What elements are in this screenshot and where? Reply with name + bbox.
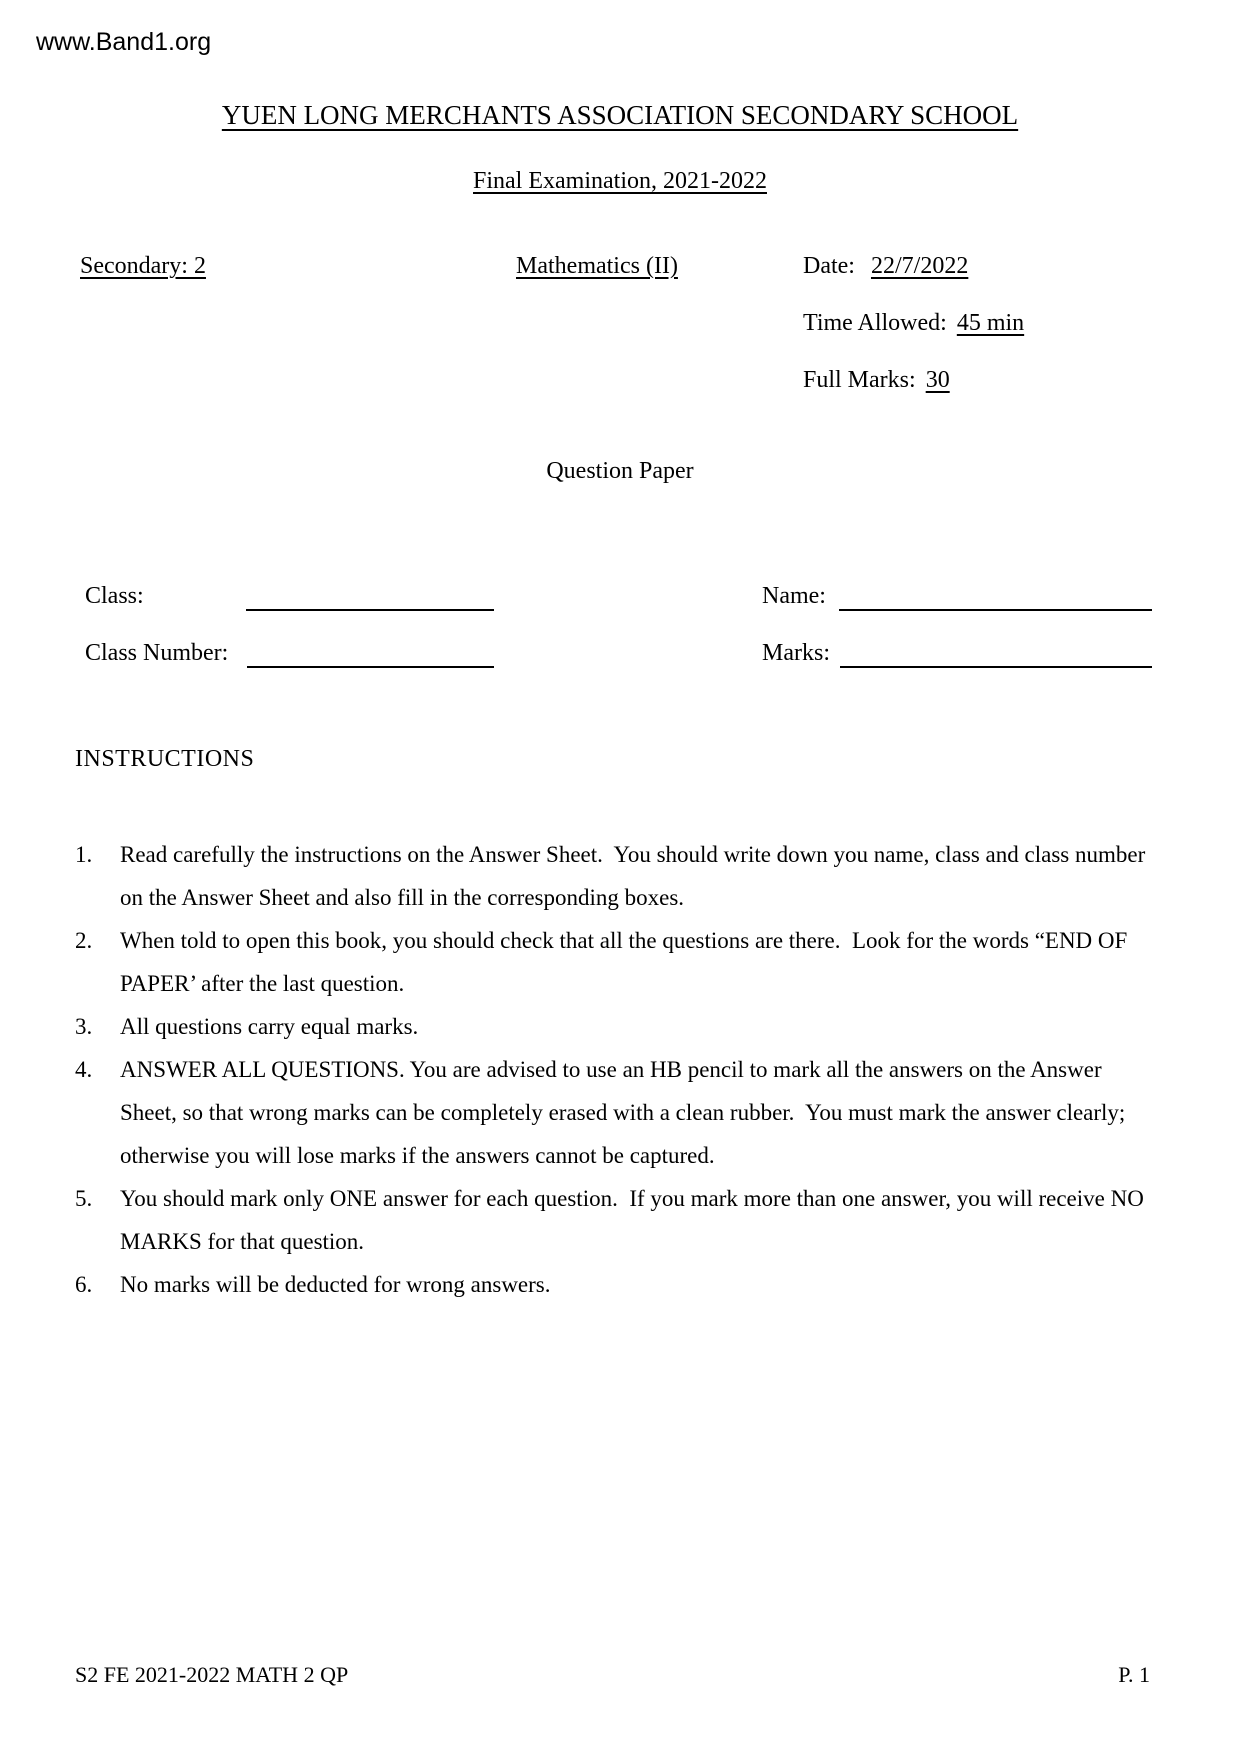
class-number-label: Class Number:: [85, 640, 229, 666]
subject: [516, 253, 678, 280]
paper-type-row: [0, 458, 1240, 485]
instruction-text: All questions carry equal marks.: [120, 1014, 419, 1039]
instruction-number: 5.: [75, 1186, 93, 1211]
time-allowed-label: Time Allowed:: [803, 310, 947, 336]
instruction-number: 3.: [75, 1014, 93, 1039]
subject-text: Mathematics (II): [516, 253, 678, 279]
exam-title: Final Examination, 2021-2022: [473, 168, 767, 194]
instruction-number: 4.: [75, 1057, 93, 1082]
class-number-blank-line: [247, 640, 494, 668]
instruction-item-2: [75, 919, 1157, 1005]
instruction-item-4: [75, 1048, 1157, 1177]
full-marks-label: Full Marks:: [803, 367, 916, 393]
date-label: Date:: [803, 253, 855, 279]
exam-title-row: [0, 168, 1240, 195]
instruction-item-5: [75, 1177, 1157, 1263]
instruction-text: No marks will be deducted for wrong answers.: [120, 1272, 551, 1297]
full-marks-row: [803, 367, 950, 394]
marks-label: Marks:: [762, 640, 830, 666]
instruction-text: When told to open this book, you should check that all the questions are there. Look for the words “END OF PAPER’ after the last question.: [120, 928, 1134, 996]
paper-type: Question Paper: [546, 458, 694, 484]
instruction-text: Read carefully the instructions on the Answer Sheet. You should write down you name, class and class number on the Answer Sheet and also fill in the corresponding boxes.: [120, 842, 1151, 910]
instruction-text: ANSWER ALL QUESTIONS. You are advised to use an HB pencil to mark all the answers on the Answer Sheet, so that wrong marks can be completely erased with a clean rubber. You must mark the answer clearly; otherwise you will lose marks if the answers cannot be captured.: [120, 1057, 1132, 1168]
section-level-text: Secondary: 2: [80, 253, 206, 279]
instructions-heading: INSTRUCTIONS: [75, 746, 255, 772]
name-label: Name:: [762, 583, 826, 609]
instruction-number: 1.: [75, 842, 93, 867]
instruction-number: 6.: [75, 1272, 93, 1297]
instructions-list: [75, 833, 1157, 1306]
instruction-item-6: [75, 1263, 1157, 1306]
date-row: [803, 253, 968, 280]
full-marks-value: 30: [925, 367, 950, 393]
school-title: YUEN LONG MERCHANTS ASSOCIATION SECONDARY SCHOOL: [221, 100, 1019, 130]
instruction-text: You should mark only ONE answer for each question. If you mark more than one answer, you will receive NO MARKS for that question.: [120, 1186, 1150, 1254]
time-allowed-row: [803, 310, 1024, 337]
class-blank-line: [246, 583, 494, 611]
watermark: www.Band1.org: [36, 28, 212, 56]
instruction-item-3: [75, 1005, 1157, 1048]
marks-blank-line: [840, 640, 1152, 668]
footer-page-number: P. 1: [1118, 1662, 1150, 1687]
instruction-item-1: [75, 833, 1157, 919]
instruction-number: 2.: [75, 928, 93, 953]
name-blank-line: [839, 583, 1152, 611]
class-label: Class:: [85, 583, 144, 609]
footer-document-code: S2 FE 2021-2022 MATH 2 QP: [75, 1662, 349, 1687]
section-level: [80, 253, 206, 280]
time-allowed-value: 45 min: [956, 310, 1025, 336]
date-value: 22/7/2022: [870, 253, 969, 279]
school-title-row: [0, 100, 1240, 131]
